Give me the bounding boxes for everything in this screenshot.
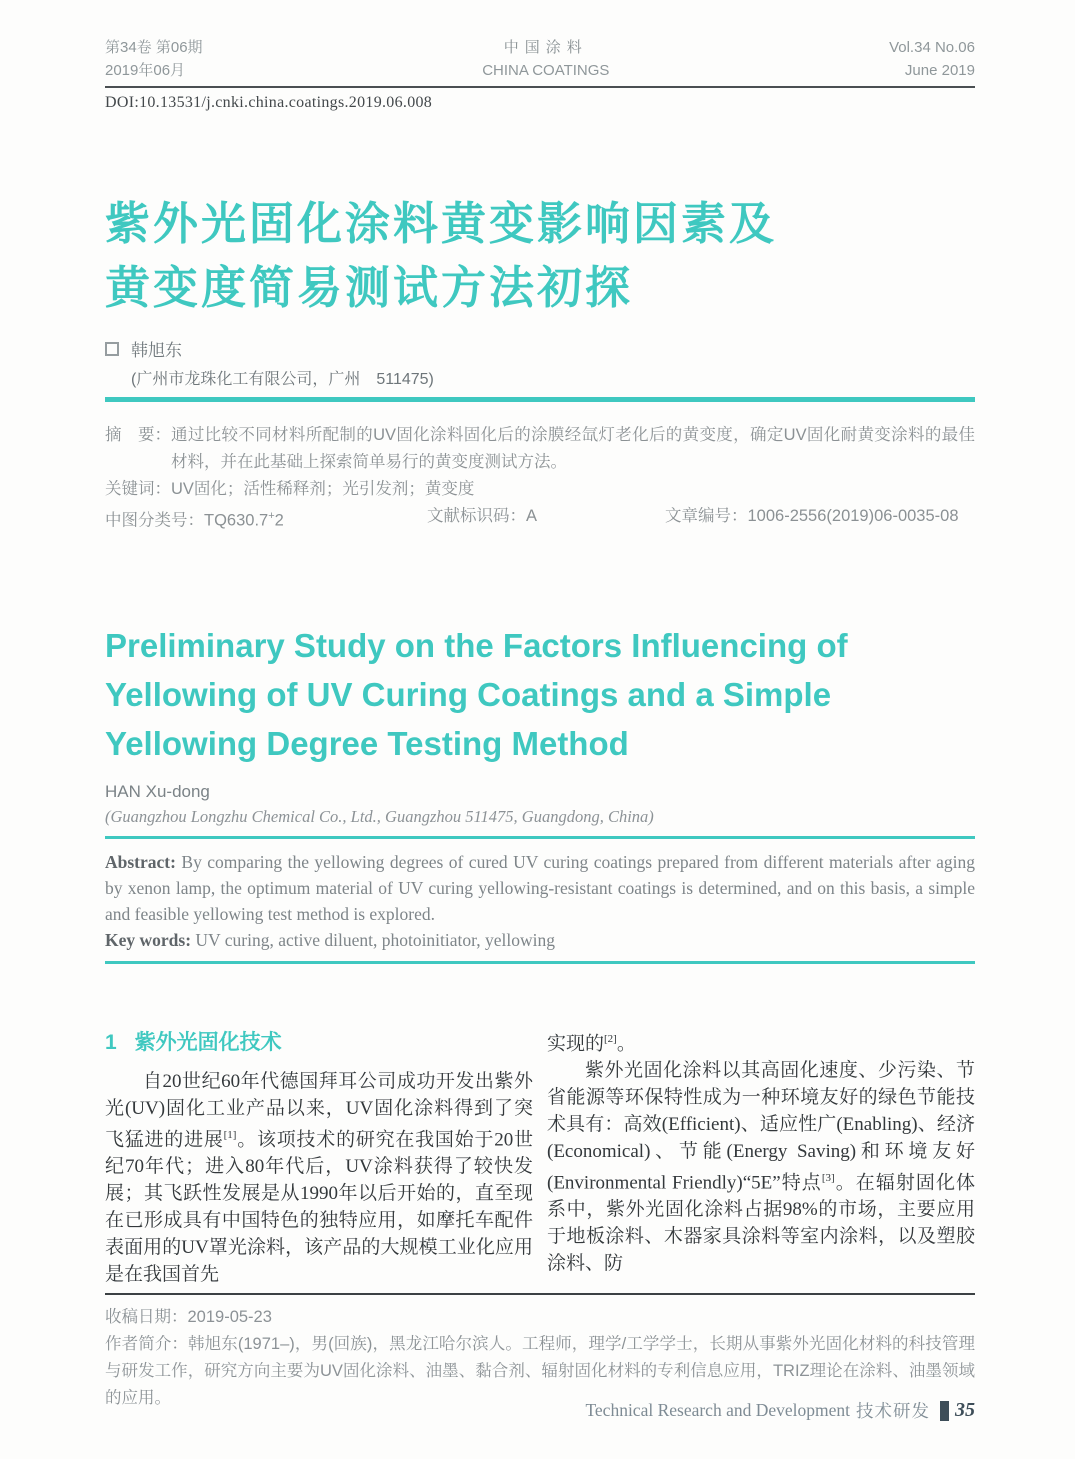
reference-3: [3] xyxy=(821,1171,835,1184)
page-number: 35 xyxy=(955,1399,975,1421)
author-name-en: HAN Xu-dong xyxy=(105,781,210,801)
date-en: June 2019 xyxy=(904,62,975,79)
footnote-block xyxy=(105,1304,975,1412)
keywords-cn-row xyxy=(105,476,975,503)
journal-name xyxy=(482,36,609,82)
article-title-cn-line1: 紫外光固化涂料黄变影响因素及 xyxy=(105,198,778,249)
accent-rule-abstract xyxy=(105,961,975,964)
header-volume-issue xyxy=(105,36,203,82)
clc-number: 中图分类号：TQ630.7+2 xyxy=(105,510,284,530)
body-column-right xyxy=(547,1026,975,1288)
journal-name-cn: 中国涂料 xyxy=(503,39,588,56)
affiliation-cn: (广州市龙珠化工有限公司，广州 511475) xyxy=(131,371,434,388)
doi: DOI:10.13531/j.cnki.china.coatings.2019.06.008 xyxy=(105,94,433,111)
author-bio-label: 作者简介： xyxy=(105,1334,189,1353)
abstract-en-label: Abstract: xyxy=(105,851,176,872)
date-cn: 2019年06月 xyxy=(105,62,186,79)
header-volume-issue-en xyxy=(889,36,975,82)
abstract-cn-row xyxy=(105,422,975,476)
received-date-row xyxy=(105,1304,975,1331)
article-meta-row xyxy=(105,503,975,535)
body-column-left xyxy=(105,1026,533,1288)
volume-issue-cn: 第34卷 第06期 xyxy=(105,39,203,56)
abstract-cn-text: 通过比较不同材料所配制的UV固化涂料固化后的涂膜经氙灯老化后的黄变度，确定UV固化耐黄变涂料的最佳材料，并在此基础上探索简单易行的黄变度测试方法。 xyxy=(171,426,975,471)
author-row xyxy=(105,336,975,361)
received-date: 2019-05-23 xyxy=(187,1307,272,1326)
keywords-cn-text: UV固化；活性稀释剂；光引发剂；黄变度 xyxy=(171,480,475,498)
article-body xyxy=(105,1026,975,1288)
article-title-cn xyxy=(105,192,975,320)
clc-superscript: + xyxy=(268,510,275,522)
accent-rule-affiliation xyxy=(105,836,975,839)
section-1-heading xyxy=(105,1026,533,1056)
footer-section-en: Technical Research and Development xyxy=(585,1400,850,1420)
received-date-label: 收稿日期： xyxy=(105,1307,188,1326)
header-divider xyxy=(105,86,975,88)
body-paragraph-1: 自20世纪60年代德国拜耳公司成功开发出紫外光(UV)固化工业产品以来，UV固化涂料得到了突飞猛进的进展[1]。该项技术的研究在我国始于20世纪70年代；进入80年代后，UV涂料获得了较快发展；其飞跃性发展是从1990年以后开始的，直至现在已形成具有中国特色的独特应用，如摩托车配件表面用的UV罩光涂料，该产品的大规模工业化应用是在我国首先 xyxy=(105,1070,533,1285)
abstract-en-block xyxy=(105,849,975,953)
footer-bar-icon xyxy=(940,1401,949,1421)
author-marker-icon xyxy=(105,342,119,356)
accent-rule-title xyxy=(105,397,975,402)
article-title-en: Preliminary Study on the Factors Influencing of Yellowing of UV Curing Coatings and a Simple Yellowing Degree Testing Method xyxy=(105,626,848,762)
reference-2: [2] xyxy=(604,1032,617,1045)
article-title-cn-line2: 黄变度简易测试方法初探 xyxy=(105,262,634,313)
keywords-en-label: Key words: xyxy=(105,929,192,950)
affiliation-en: (Guangzhou Longzhu Chemical Co., Ltd., Guangzhou 511475, Guangdong, China) xyxy=(105,806,654,826)
volume-issue-en: Vol.34 No.06 xyxy=(889,39,975,56)
abstract-cn-label: 摘 要： xyxy=(105,426,171,444)
footnote-divider xyxy=(105,1293,975,1295)
section-1-title: 紫外光固化技术 xyxy=(134,1030,282,1054)
body-paragraph-1-continued: 实现的[2]。 xyxy=(547,1032,636,1054)
footer-section-cn: 技术研发 xyxy=(856,1401,930,1421)
article-id: 文章编号：1006-2556(2019)06-0035-08 xyxy=(665,507,959,525)
page-footer xyxy=(585,1398,975,1423)
document-code: 文献标识码：A xyxy=(427,507,538,525)
reference-1: [1] xyxy=(223,1128,237,1141)
keywords-cn-label: 关键词： xyxy=(105,480,171,498)
abstract-cn-block xyxy=(105,422,975,535)
author-name-cn: 韩旭东 xyxy=(131,341,182,360)
keywords-en-text: Key words: UV curing, active diluent, photoinitiator, yellowing xyxy=(105,929,556,950)
body-paragraph-2: 紫外光固化涂料以其高固化速度、少污染、节省能源等环保特性成为一种环境友好的绿色节能技术具有：高效(Efficient)、适应性广(Enabling)、经济(Economical)、节能(Energy Saving)和环境友好(Environmental Friendly)“5E”特点[3]。在辐射固化体系中，紫外光固化涂料占据98%的市场，主要应用于地板涂料、木器家具涂料等室内涂料，以及塑胶涂料、防 xyxy=(547,1059,975,1275)
journal-header xyxy=(105,36,975,82)
journal-name-en: CHINA COATINGS xyxy=(482,62,610,79)
author-bio: 作者简介：韩旭东(1971–)，男(回族)，黑龙江哈尔滨人。工程师，理学/工学学士，长期从事紫外光固化材料的科技管理与研发工作，研究方向主要为UV固化涂料、油墨、黏合剂、辐射固化材料的专利信息应用，TRIZ理论在涂料、油墨领域的应用。 xyxy=(105,1334,975,1407)
abstract-en-text: Abstract: By comparing the yellowing degrees of cured UV curing coatings prepared from different materials after aging by xenon lamp, the optimum material of UV curing yellowing-resistant coatings is determined, and on this basis, a simple and feasible yellowing test method is explored. xyxy=(105,851,975,924)
section-1-number: 1 xyxy=(105,1030,117,1054)
